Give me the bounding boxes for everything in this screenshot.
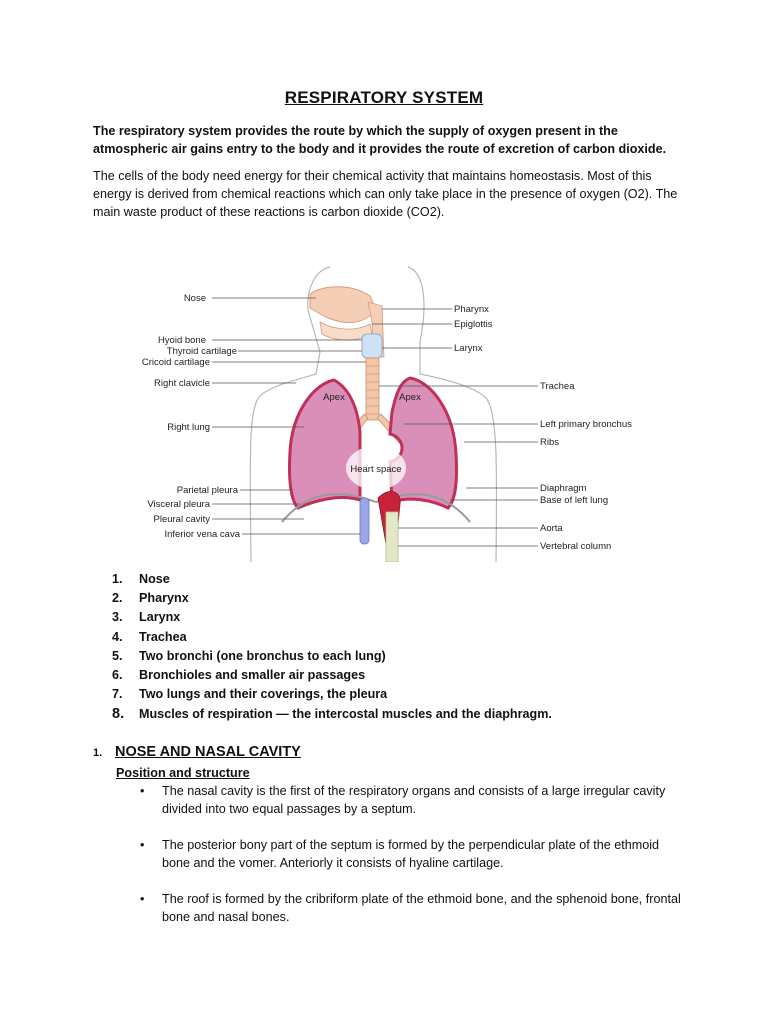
label-ribs: Ribs xyxy=(540,437,560,448)
label-epiglottis: Epiglottis xyxy=(454,319,493,330)
label-right-clavicle: Right clavicle xyxy=(154,378,210,389)
list-number: 4. xyxy=(112,629,123,644)
list-item xyxy=(112,589,712,608)
label-left-primary-bronchus: Left primary bronchus xyxy=(540,419,632,430)
label-visceral-pleura: Visceral pleura xyxy=(147,499,210,510)
list-number: 7. xyxy=(112,687,123,702)
list-item xyxy=(112,608,712,627)
label-pharynx: Pharynx xyxy=(454,304,489,315)
bullet-item xyxy=(140,782,685,818)
list-text: Bronchioles and smaller air passages xyxy=(139,667,366,682)
label-vertebral-column: Vertebral column xyxy=(540,541,612,552)
list-text: Pharynx xyxy=(139,591,189,606)
list-item xyxy=(112,704,712,725)
label-base-of-left-lung: Base of left lung xyxy=(540,495,609,506)
list-number: 2. xyxy=(112,591,123,606)
list-item xyxy=(112,666,712,685)
label-trachea: Trachea xyxy=(540,381,575,392)
respiratory-diagram xyxy=(120,262,650,562)
list-number: 6. xyxy=(112,667,123,682)
page-title: RESPIRATORY SYSTEM xyxy=(284,88,484,107)
label-right-lung: Right lung xyxy=(167,422,210,433)
section-number: 1. xyxy=(93,747,103,759)
list-text: Two lungs and their coverings, the pleura xyxy=(139,687,388,702)
label-aorta: Aorta xyxy=(540,523,563,534)
respiratory-parts-list xyxy=(112,570,712,725)
label-cricoid-cartilage: Cricoid cartilage xyxy=(141,357,210,368)
label-diaphragm: Diaphragm xyxy=(540,483,587,494)
intro-bold-paragraph: The respiratory system provides the route by which the supply of oxygen present in the atmospheric air gains entry to the body and it provides the route of excretion of carbon dioxide. xyxy=(93,124,667,156)
bullet-icon: • xyxy=(140,892,145,906)
section-subtitle: Position and structure xyxy=(116,766,250,780)
section-heading xyxy=(93,744,301,760)
bullet-text: The roof is formed by the cribriform plate of the ethmoid bone, and the sphenoid bone, frontal bone and nasal bones. xyxy=(162,892,681,924)
bullet-item xyxy=(140,890,685,926)
larynx xyxy=(362,334,382,358)
list-text: Muscles of respiration — the intercostal muscles and the diaphragm. xyxy=(139,707,552,722)
list-item xyxy=(112,647,712,666)
list-number: 3. xyxy=(112,610,123,625)
vertebral-column xyxy=(386,512,398,562)
label-apex-right: Apex xyxy=(399,392,421,403)
trachea xyxy=(366,358,379,420)
list-text: Trachea xyxy=(139,629,187,644)
bullet-icon: • xyxy=(140,784,145,798)
list-number: 1. xyxy=(112,572,123,586)
list-item xyxy=(112,570,712,589)
bullet-text: The nasal cavity is the first of the respiratory organs and consists of a large irregular cavity divided into two equal passages by a septum. xyxy=(162,784,666,816)
bullet-item xyxy=(140,836,685,872)
list-item xyxy=(112,685,712,704)
label-pleural-cavity: Pleural cavity xyxy=(153,514,210,525)
nasal-cavity xyxy=(310,287,376,323)
intro-paragraph: The cells of the body need energy for their chemical activity that maintains homeostasis. Most of this energy is derived from chemical reactions which can only take place in the presence of oxygen (O2). The main waste product of these reactions is carbon dioxide (CO2). xyxy=(93,169,678,219)
list-text: Larynx xyxy=(139,610,181,625)
label-nose: Nose xyxy=(183,293,206,304)
list-number: 5. xyxy=(112,648,123,663)
bullet-text: The posterior bony part of the septum is formed by the perpendicular plate of the ethmoid bone and the vomer. Anteriorly it consists of hyaline cartilage. xyxy=(162,838,660,870)
section-title: NOSE AND NASAL CAVITY xyxy=(115,744,301,760)
label-larynx: Larynx xyxy=(454,343,483,354)
label-hyoid-bone: Hyoid bone xyxy=(157,335,206,346)
bullet-icon: • xyxy=(140,838,145,852)
label-inferior-vena-cava: Inferior vena cava xyxy=(164,529,240,540)
label-thyroid-cartilage: Thyroid cartilage xyxy=(166,346,237,357)
list-text: Nose xyxy=(139,572,170,586)
list-number: 8. xyxy=(112,706,125,723)
label-parietal-pleura: Parietal pleura xyxy=(176,485,238,496)
label-heart-space: Heart space xyxy=(350,464,402,475)
section-bullets xyxy=(140,782,685,926)
list-text: Two bronchi (one bronchus to each lung) xyxy=(139,648,386,663)
inferior-vena-cava xyxy=(360,498,369,544)
list-item xyxy=(112,628,712,647)
label-apex-left: Apex xyxy=(323,392,345,403)
